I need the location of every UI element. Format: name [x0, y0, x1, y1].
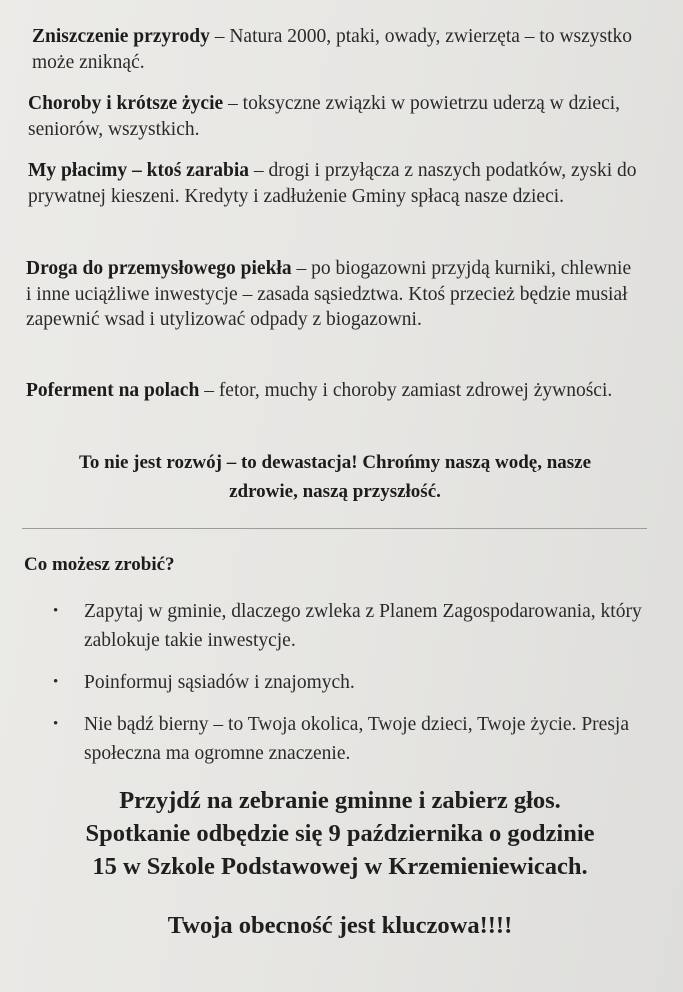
section-industry	[26, 256, 641, 333]
meeting-line-2: Spotkanie odbędzie się 9 października o godzinie	[85, 820, 595, 847]
protect-callout	[30, 448, 640, 506]
action-item	[53, 710, 648, 768]
protect-callout-line-1: To nie jest rozwój – to dewastacja! Chrońmy naszą wodę, nasze	[78, 452, 592, 473]
section-digestate-text: – fetor, muchy i choroby zamiast zdrowej żywności.	[199, 380, 613, 401]
meeting-announcement	[20, 784, 660, 883]
section-health-text: – toksyczne związki w powietrzu uderzą w dzieci, seniorów, wszystkich.	[28, 93, 621, 140]
section-industry-text: – po biogazowni przyjdą kurniki, chlewnie i inne uciążliwe inwestycje – zasada sąsiedztwa. Ktoś przecież będzie musiał zapewnić wsad i utylizować odpady z biogazowni.	[26, 258, 632, 330]
bullet-icon: •	[53, 674, 59, 690]
meeting-line-1: Przyjdź na zebranie gminne i zabierz głos.	[119, 787, 561, 814]
bullet-icon: •	[53, 716, 59, 732]
action-item-text: Nie bądź bierny – to Twoja okolica, Twoje dzieci, Twoje życie. Presja społeczna ma ogromne znaczenie.	[84, 714, 629, 764]
actions-heading: Co możesz zrobić?	[24, 554, 175, 575]
section-nature-title: Zniszczenie przyrody	[32, 26, 210, 47]
section-health	[28, 91, 643, 142]
section-divider	[22, 528, 647, 529]
action-item	[53, 668, 648, 697]
section-industry-title: Droga do przemysłowego piekła	[26, 258, 292, 279]
closing-statement: Twoja obecność jest kluczowa!!!!	[167, 912, 513, 939]
bullet-icon: •	[53, 603, 59, 619]
protect-callout-line-2: zdrowie, naszą przyszłość.	[229, 481, 441, 502]
action-item-text: Zapytaj w gminie, dlaczego zwleka z Planem Zagospodarowania, który zablokuje takie inwestycje.	[84, 601, 642, 651]
section-costs	[28, 158, 643, 209]
action-item-text: Poinformuj sąsiadów i znajomych.	[84, 672, 355, 693]
section-digestate	[26, 378, 641, 404]
actions-list	[53, 597, 648, 768]
section-nature	[32, 24, 647, 75]
section-costs-title: My płacimy – ktoś zarabia	[28, 160, 249, 181]
action-item	[53, 597, 648, 655]
section-digestate-title: Poferment na polach	[26, 380, 200, 401]
section-nature-text: – Natura 2000, ptaki, owady, zwierzęta – to wszystko może zniknąć.	[32, 26, 633, 73]
section-costs-text: – drogi i przyłącza z naszych podatków, zyski do prywatnej kieszeni. Kredyty i zadłużenie Gminy spłacą nasze dzieci.	[28, 160, 637, 207]
section-health-title: Choroby i krótsze życie	[28, 93, 224, 114]
meeting-line-3: 15 w Szkole Podstawowej w Krzemieniewicach.	[92, 853, 588, 880]
